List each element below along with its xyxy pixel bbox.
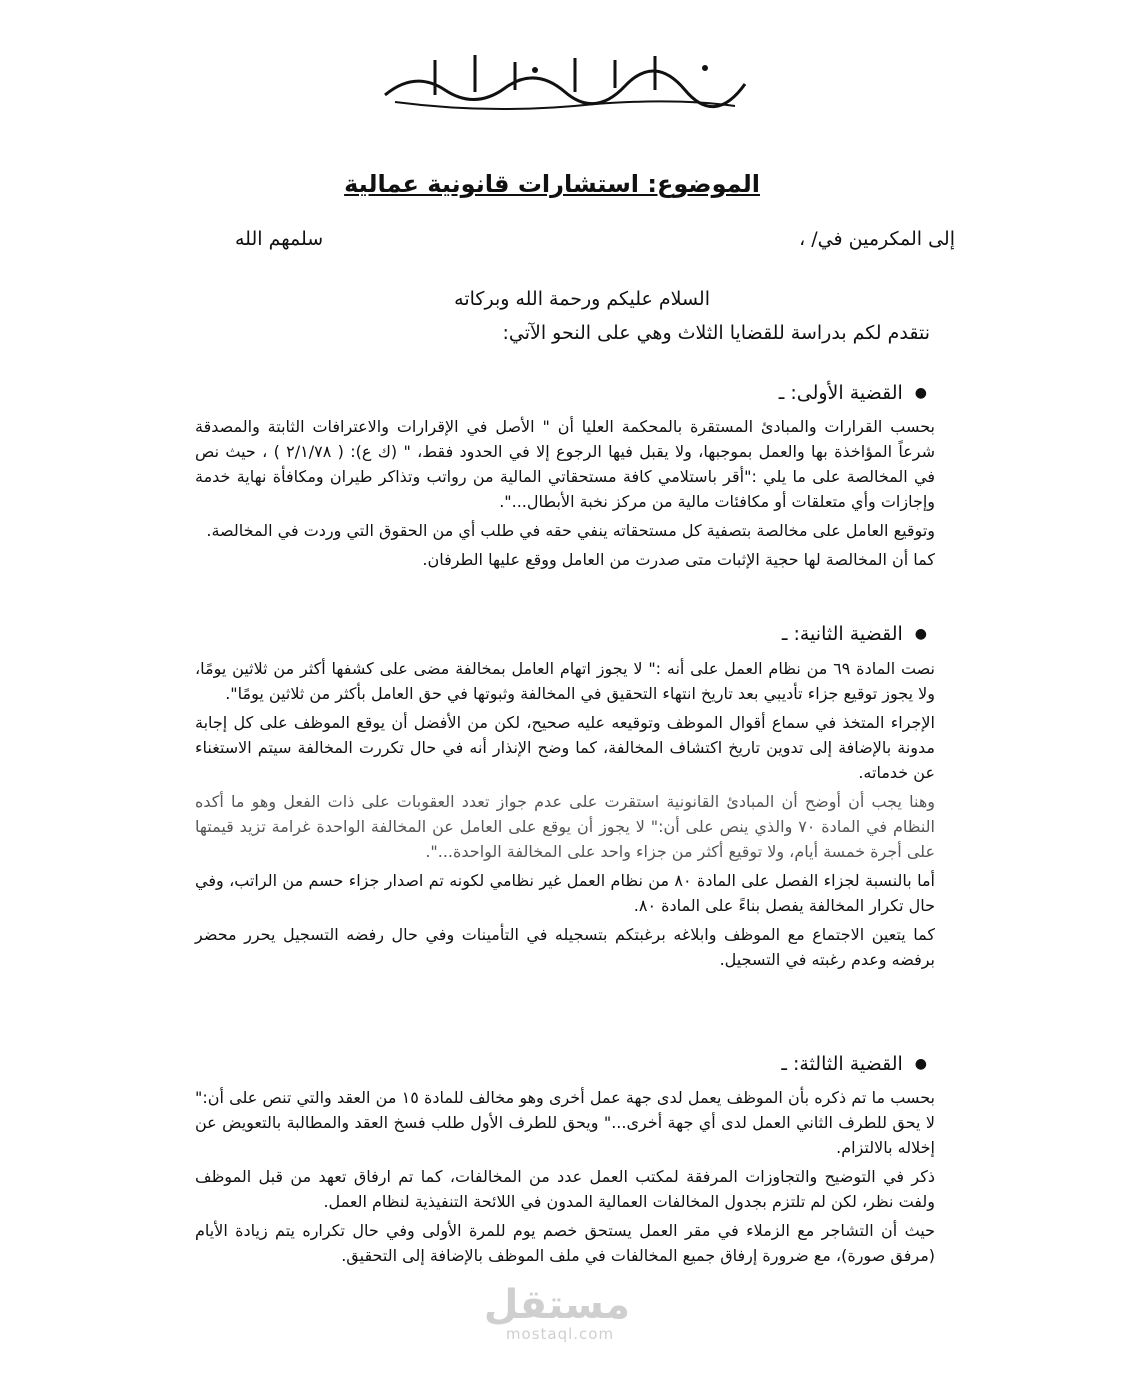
case-3-heading-text: القضية الثالثة: ـ — [781, 1053, 903, 1075]
case-2-heading-text: القضية الثانية: ـ — [781, 623, 903, 645]
case-3-paragraph: بحسب ما تم ذكره بأن الموظف يعمل لدى جهة عمل أخرى وهو مخالف للمادة ١٥ من العقد والتي تنص على أن:" لا يحق للطرف الثاني العمل لدى أي جهة أخرى..." ويحق للطرف الأول طلب فسخ العقد والمطالبة بالتعويض عن إخلاله بالالتزام. — [195, 1088, 936, 1157]
case-2-body — [195, 656, 935, 976]
case-1-paragraph: وتوقيع العامل على مخالصة بتصفية كل مستحقاته ينفي حقه في طلب أي من الحقوق التي وردت في المخالصة. — [206, 521, 935, 540]
case-2-heading — [782, 623, 927, 645]
mostaql-watermark — [483, 1282, 630, 1343]
case-2-paragraph: وهنا يجب أن أوضح أن المبادئ القانونية استقرت على عدم جواز تعدد العقوبات على ذات الفعل وهو ما أكده النظام في المادة ٧٠ والذي ينص على أن:" لا يجوز أن يوقع على العامل عن المخالفة الواحدة غرامة تزيد قيمتها على أجرة خمسة أيام، ولا توقيع أكثر من جزاء واحد على المخالفة الواحدة...". — [195, 792, 936, 861]
case-1-body — [195, 414, 935, 576]
bullet-icon: ● — [914, 626, 927, 642]
case-2-paragraph: كما يتعين الاجتماع مع الموظف وابلاغه برغبتكم بتسجيله في التأمينات وفي حال رفضه التسجيل يحرر محضر برفضه وعدم رغبته في التسجيل. — [195, 925, 935, 969]
document-title: الموضوع: استشارات قانونية عمالية — [344, 170, 760, 198]
case-2-paragraph: أما بالنسبة لجزاء الفصل على المادة ٨٠ من نظام العمل غير نظامي لكونه تم اصدار جزاء حسم من الراتب، وفي حال تكرار المخالفة يفصل بناءً على المادة ٨٠. — [195, 871, 936, 915]
case-2-paragraph: نصت المادة ٦٩ من نظام العمل على أنه :" لا يجوز اتهام العامل بمخالفة مضى على كشفها أكثر من ثلاثين يومًا، ولا يجوز توقيع جزاء تأديبي بعد تاريخ انتهاء التحقيق في المخالفة وثبوتها في حق العامل بأكثر من ثلاثين يومًا". — [195, 659, 935, 703]
bullet-icon: ● — [914, 385, 927, 401]
salutation: السلام عليكم ورحمة الله وبركاته — [454, 288, 710, 310]
intro-line: نتقدم لكم بدراسة للقضايا الثلاث وهي على النحو الآتي: — [502, 322, 930, 344]
watermark-domain: mostaql.com — [505, 1325, 615, 1343]
case-2-paragraph: الإجراء المتخذ في سماع أقوال الموظف وتوقيعه عليه صحيح، لكن من الأفضل أن يوقع الموظف على كل إجابة مدونة بالإضافة إلى تدوين تاريخ اكتشاف المخالفة، كما وضح الإنذار أنه في حال تكررت المخالفة سيتم الاستغناء عن خدماته. — [195, 713, 935, 782]
case-3-paragraph: حيث أن التشاجر مع الزملاء في مقر العمل يستحق خصم يوم للمرة الأولى وفي حال تكراره يتم زيادة الأيام (مرفق صورة)، مع ضرورة إرفاق جميع المخالفات في ملف الموظف بالإضافة إلى التحقيق. — [195, 1221, 935, 1265]
basmala-calligraphy-icon — [375, 40, 755, 120]
case-3-heading — [781, 1053, 927, 1075]
case-1-heading — [779, 382, 927, 404]
basmala-calligraphy — [370, 40, 760, 120]
recipient-greeting: سلمهم الله — [235, 228, 324, 250]
bullet-icon: ● — [914, 1056, 927, 1072]
case-1-paragraph: بحسب القرارات والمبادئ المستقرة بالمحكمة العليا أن " الأصل في الإقرارات والاعترافات الثابتة والمصدقة شرعاً المؤاخذة بها والعمل بموجبها، ولا يقبل فيها الرجوع إلا في الحدود فقط، " (ك ع): ( ٢/١/٧٨ ) ، حيث نص في المخالصة على ما يلي :"أقر باستلامي كافة مستحقاتي المالية من رواتب وتذاكر طيران ومكافأة نهاية خدمة وإجازات وأي متعلقات أو مكافئات مالية من مركز نخبة الأبطال...". — [195, 417, 935, 511]
recipient-line: إلى المكرمين في/ ، — [799, 228, 955, 250]
case-3-paragraph: ذكر في التوضيح والتجاوزات المرفقة لمكتب العمل عدد من المخالفات، كما تم ارفاق تعهد من قبل الموظف ولفت نظر، لكن لم تلتزم بجدول المخالفات العمالية المدون في اللائحة التنفيذية لنظام العمل. — [195, 1167, 935, 1211]
case-3-body — [195, 1085, 935, 1272]
case-1-paragraph: كما أن المخالصة لها حجية الإثبات متى صدرت من العامل ووقع عليها الطرفان. — [422, 550, 935, 569]
watermark-brand: مستقل — [483, 1282, 630, 1328]
case-1-heading-text: القضية الأولى: ـ — [778, 382, 903, 404]
